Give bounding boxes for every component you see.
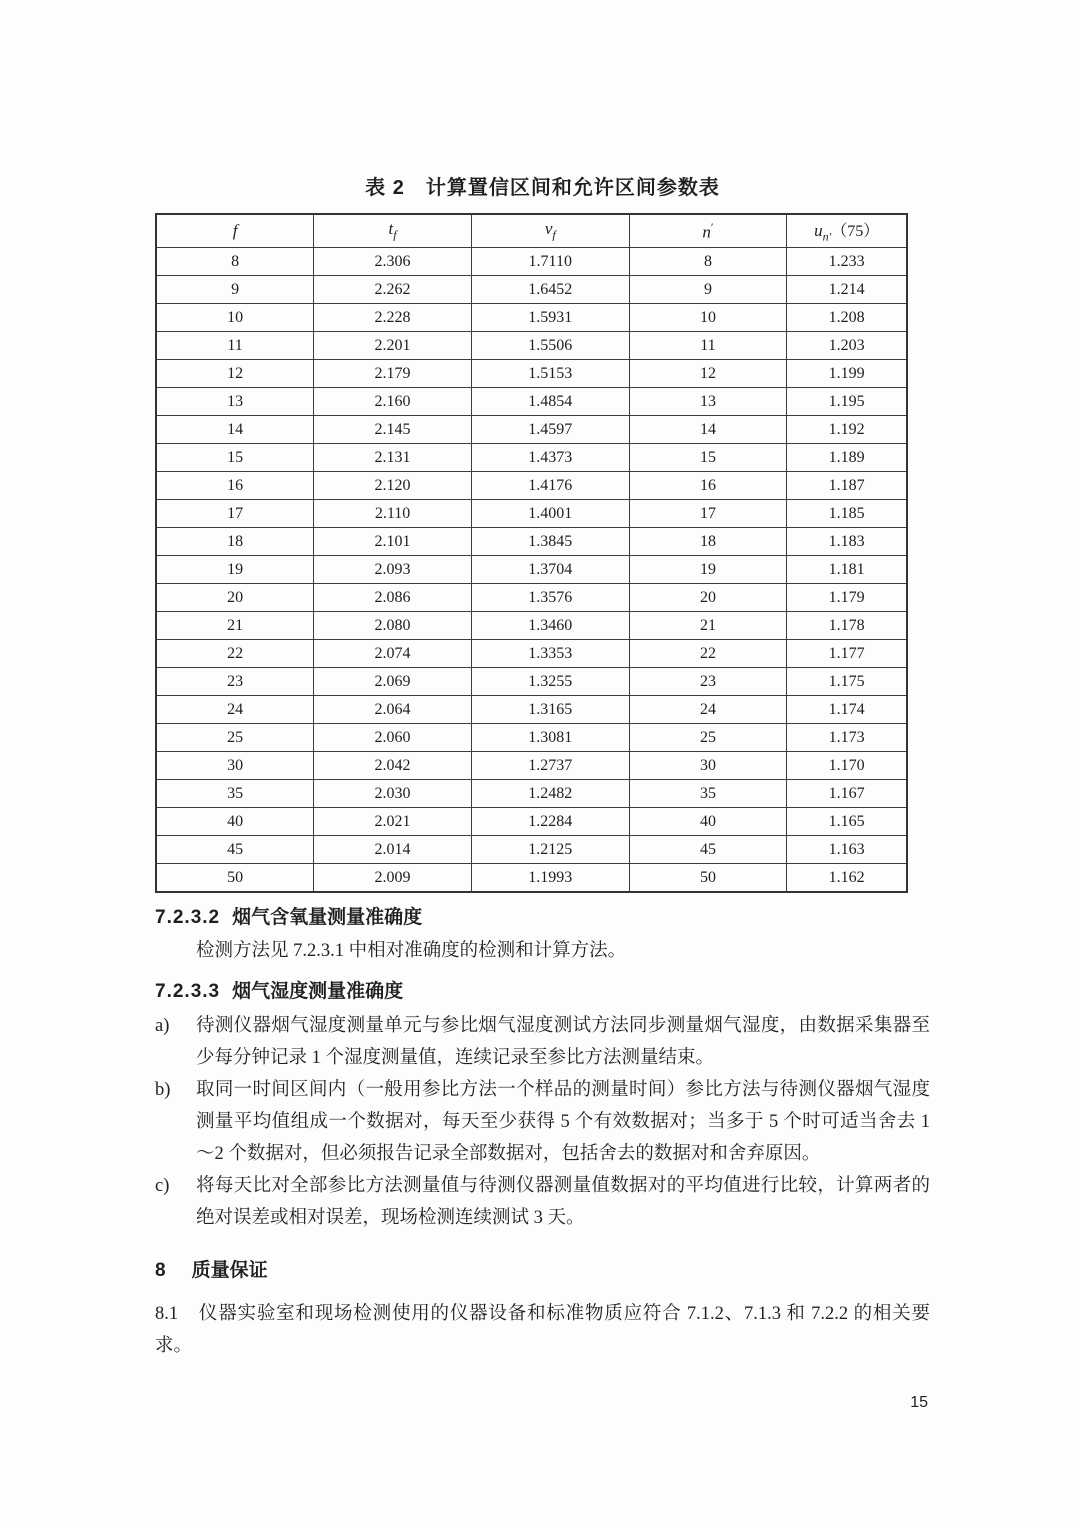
table-cell: 12 <box>629 360 787 388</box>
table-cell: 20 <box>629 584 787 612</box>
table-cell: 14 <box>629 416 787 444</box>
table-cell: 1.214 <box>787 276 907 304</box>
list-item-b <box>155 1074 930 1170</box>
table-row <box>156 584 907 612</box>
table-cell: 1.175 <box>787 668 907 696</box>
table-row <box>156 640 907 668</box>
table-cell: 1.3460 <box>471 612 629 640</box>
table-cell: 15 <box>629 444 787 472</box>
table-cell: 1.4176 <box>471 472 629 500</box>
table-row <box>156 864 907 893</box>
table-header-f: f <box>156 214 314 248</box>
table-cell: 35 <box>156 780 314 808</box>
table-cell: 2.179 <box>314 360 472 388</box>
section-heading-7-2-3-3 <box>155 979 930 1005</box>
table-cell: 1.3081 <box>471 724 629 752</box>
table-header-vf: $v_f$ <box>471 214 629 248</box>
table-cell: 21 <box>629 612 787 640</box>
table-cell: 2.069 <box>314 668 472 696</box>
table-cell: 24 <box>156 696 314 724</box>
table-cell: 1.174 <box>787 696 907 724</box>
table-cell: 1.189 <box>787 444 907 472</box>
table-cell: 1.185 <box>787 500 907 528</box>
section-heading-8 <box>155 1258 930 1284</box>
section-title: 质量保证 <box>191 1260 268 1281</box>
table-cell: 2.110 <box>314 500 472 528</box>
table-cell: 1.5506 <box>471 332 629 360</box>
table-cell: 1.178 <box>787 612 907 640</box>
table-row <box>156 248 907 276</box>
table-cell: 1.187 <box>787 472 907 500</box>
table-row <box>156 612 907 640</box>
table-cell: 18 <box>156 528 314 556</box>
table-row <box>156 696 907 724</box>
table-row <box>156 388 907 416</box>
table-cell: 1.170 <box>787 752 907 780</box>
table-cell: 2.021 <box>314 808 472 836</box>
table-cell: 1.2737 <box>471 752 629 780</box>
table-cell: 1.179 <box>787 584 907 612</box>
table-cell: 2.042 <box>314 752 472 780</box>
table-body <box>156 248 907 893</box>
table-cell: 16 <box>629 472 787 500</box>
table-cell: 1.5931 <box>471 304 629 332</box>
table-cell: 1.4597 <box>471 416 629 444</box>
table-cell: 40 <box>156 808 314 836</box>
table-header-un75: $u_{n'}(75)$ <box>787 214 907 248</box>
table-cell: 1.7110 <box>471 248 629 276</box>
list-item-text: 取同一时间区间内（一般用参比方法一个样品的测量时间）参比方法与待测仪器烟气湿度测量平均值组成一个数据对，每天至少获得 5 个有效数据对；当多于 5 个时可适当舍去 1～2 个数据对，但必须报告记录全部数据对，包括舍去的数据对和舍弃原因。 <box>196 1080 930 1164</box>
table-cell: 1.2125 <box>471 836 629 864</box>
table-cell: 9 <box>156 276 314 304</box>
table-row <box>156 304 907 332</box>
table-cell: 2.131 <box>314 444 472 472</box>
table-cell: 1.162 <box>787 864 907 893</box>
table-cell: 50 <box>629 864 787 893</box>
table-cell: 8 <box>156 248 314 276</box>
table-cell: 1.2482 <box>471 780 629 808</box>
table-cell: 2.201 <box>314 332 472 360</box>
table-cell: 1.4001 <box>471 500 629 528</box>
table-cell: 1.4854 <box>471 388 629 416</box>
table-cell: 16 <box>156 472 314 500</box>
table-cell: 20 <box>156 584 314 612</box>
table-row <box>156 332 907 360</box>
table-cell: 25 <box>629 724 787 752</box>
table-cell: 25 <box>156 724 314 752</box>
table-cell: 17 <box>156 500 314 528</box>
table-cell: 17 <box>629 500 787 528</box>
table-cell: 2.145 <box>314 416 472 444</box>
table-row <box>156 808 907 836</box>
table-cell: 1.208 <box>787 304 907 332</box>
table-cell: 2.093 <box>314 556 472 584</box>
table-header-tf: $t_f$ <box>314 214 472 248</box>
table-cell: 15 <box>156 444 314 472</box>
table-cell: 45 <box>156 836 314 864</box>
table-cell: 19 <box>156 556 314 584</box>
table-cell: 21 <box>156 612 314 640</box>
table-row <box>156 444 907 472</box>
table-cell: 9 <box>629 276 787 304</box>
table-title: 表 2 计算置信区间和允许区间参数表 <box>365 177 720 199</box>
section-number: 7.2.3.2 <box>155 907 221 928</box>
table-cell: 1.3255 <box>471 668 629 696</box>
table-cell: 23 <box>156 668 314 696</box>
section-number: 7.2.3.3 <box>155 981 221 1002</box>
table-cell: 1.5153 <box>471 360 629 388</box>
table-cell: 2.160 <box>314 388 472 416</box>
section-title: 烟气湿度测量准确度 <box>232 981 404 1002</box>
list-item-a <box>155 1010 930 1074</box>
table-cell: 40 <box>629 808 787 836</box>
table-row <box>156 360 907 388</box>
table-cell: 11 <box>629 332 787 360</box>
lettered-list <box>155 1010 930 1234</box>
table-cell: 2.262 <box>314 276 472 304</box>
list-marker: c) <box>155 1176 170 1196</box>
list-item-text: 将每天比对全部参比方法测量值与待测仪器测量值数据对的平均值进行比较，计算两者的绝对误差或相对误差，现场检测连续测试 3 天。 <box>196 1176 930 1228</box>
table-cell: 13 <box>156 388 314 416</box>
list-marker: a) <box>155 1016 170 1036</box>
page-footer <box>910 1394 928 1412</box>
table-cell: 2.060 <box>314 724 472 752</box>
confidence-interval-parameters-table <box>155 213 908 893</box>
table-row <box>156 836 907 864</box>
paragraph-7-2-3-2: 检测方法见 7.2.3.1 中相对准确度的检测和计算方法。 <box>196 941 627 961</box>
table-row <box>156 472 907 500</box>
table-cell: 10 <box>629 304 787 332</box>
table-cell: 2.228 <box>314 304 472 332</box>
table-cell: 1.3353 <box>471 640 629 668</box>
table-cell: 2.014 <box>314 836 472 864</box>
section-title: 烟气含氧量测量准确度 <box>232 907 423 928</box>
table-cell: 22 <box>629 640 787 668</box>
table-header-n-prime: n′ <box>629 214 787 248</box>
table-cell: 1.199 <box>787 360 907 388</box>
table-row <box>156 724 907 752</box>
table-cell: 50 <box>156 864 314 893</box>
table-cell: 1.3165 <box>471 696 629 724</box>
table-cell: 24 <box>629 696 787 724</box>
table-row <box>156 668 907 696</box>
page-number: 15 <box>910 1394 928 1411</box>
table-cell: 8 <box>629 248 787 276</box>
paragraph-text: 仪器实验室和现场检测使用的仪器设备和标准物质应符合 7.1.2、7.1.3 和 7.2.2 的相关要求。 <box>155 1304 930 1356</box>
section-number: 8 <box>155 1260 166 1281</box>
list-marker: b) <box>155 1080 171 1100</box>
table-cell: 45 <box>629 836 787 864</box>
table-cell: 1.3845 <box>471 528 629 556</box>
table-row <box>156 528 907 556</box>
table-cell: 22 <box>156 640 314 668</box>
table-cell: 1.167 <box>787 780 907 808</box>
paragraph-number: 8.1 <box>155 1304 179 1324</box>
table-cell: 19 <box>629 556 787 584</box>
table-cell: 2.080 <box>314 612 472 640</box>
table-row <box>156 556 907 584</box>
table-cell: 1.183 <box>787 528 907 556</box>
table-cell: 23 <box>629 668 787 696</box>
table-cell: 12 <box>156 360 314 388</box>
table-cell: 1.177 <box>787 640 907 668</box>
table-row <box>156 780 907 808</box>
table-header-row <box>156 214 907 248</box>
table-cell: 2.086 <box>314 584 472 612</box>
table-cell: 1.6452 <box>471 276 629 304</box>
table-cell: 1.4373 <box>471 444 629 472</box>
table-cell: 2.009 <box>314 864 472 893</box>
paragraph-8-1 <box>155 1298 930 1362</box>
list-item-c <box>155 1170 930 1234</box>
table-cell: 1.3704 <box>471 556 629 584</box>
table-cell: 2.030 <box>314 780 472 808</box>
table-cell: 1.181 <box>787 556 907 584</box>
table-cell: 30 <box>156 752 314 780</box>
table-cell: 10 <box>156 304 314 332</box>
table-cell: 2.120 <box>314 472 472 500</box>
section-heading-7-2-3-2 <box>155 905 930 931</box>
table-cell: 2.101 <box>314 528 472 556</box>
table-cell: 14 <box>156 416 314 444</box>
table-cell: 30 <box>629 752 787 780</box>
table-cell: 1.3576 <box>471 584 629 612</box>
table-cell: 1.165 <box>787 808 907 836</box>
table-cell: 1.1993 <box>471 864 629 893</box>
table-cell: 1.173 <box>787 724 907 752</box>
table-cell: 1.2284 <box>471 808 629 836</box>
table-cell: 35 <box>629 780 787 808</box>
table-cell: 13 <box>629 388 787 416</box>
table-row <box>156 500 907 528</box>
table-cell: 2.306 <box>314 248 472 276</box>
table-cell: 18 <box>629 528 787 556</box>
table-cell: 1.192 <box>787 416 907 444</box>
table-row <box>156 416 907 444</box>
table-cell: 1.195 <box>787 388 907 416</box>
table-row <box>156 752 907 780</box>
table-cell: 2.064 <box>314 696 472 724</box>
table-cell: 1.203 <box>787 332 907 360</box>
list-item-text: 待测仪器烟气湿度测量单元与参比烟气湿度测试方法同步测量烟气湿度，由数据采集器至少每分钟记录 1 个湿度测量值，连续记录至参比方法测量结束。 <box>196 1016 930 1068</box>
table-cell: 11 <box>156 332 314 360</box>
table-cell: 2.074 <box>314 640 472 668</box>
table-row <box>156 276 907 304</box>
table-cell: 1.163 <box>787 836 907 864</box>
table-cell: 1.233 <box>787 248 907 276</box>
